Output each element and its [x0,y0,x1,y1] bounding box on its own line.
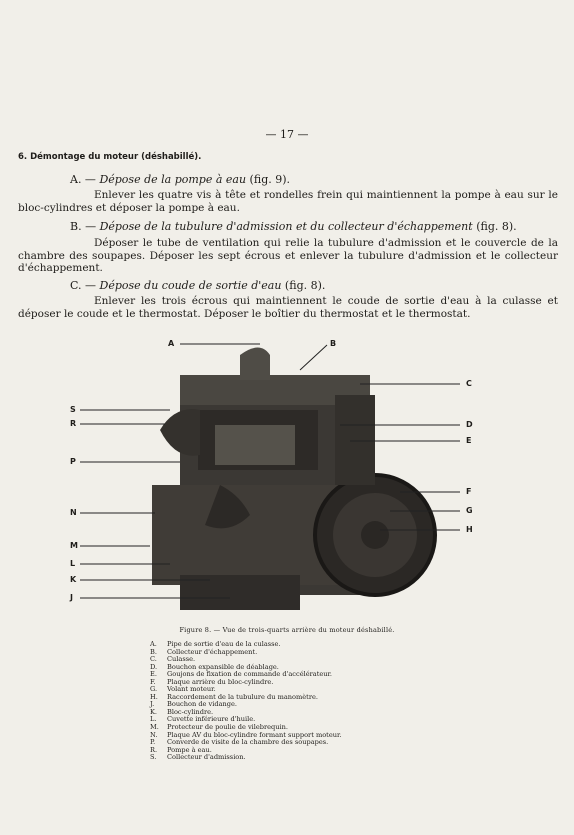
callout-l: L [70,559,76,568]
page-number: — 17 — [265,128,309,141]
callout-c: C [466,379,472,388]
subsection-a-prefix: A. — [70,173,100,186]
legend-letter: B. [150,647,157,656]
legend-text: Plaque AV du bloc-cylindre formant support moteur. [167,730,342,739]
legend-letter: P. [150,738,156,747]
legend-text: Pipe de sortie d'eau de la culasse. [167,640,281,648]
legend-letter: M. [150,723,159,732]
legend-text: Bloc-cylindre. [167,707,214,716]
callout-j: J [70,593,73,602]
callout-n: N [70,508,77,517]
legend-text: Protecteur de poulie de vilebrequin. [167,723,288,732]
subsection-c-body: Enlever les trois écrous qui maintiennent le coude de sortie d'eau à la culasse et déposer le coude et le thermostat. Déposer le boîtier du thermostat et le thermostat. [18,295,558,320]
legend-letter: A. [150,640,157,648]
callout-f: F [466,487,472,496]
callout-a: A [168,339,175,348]
subsection-c-title: Dépose du coude de sortie d'eau [99,279,282,292]
legend-text: Pompe à eau. [167,745,212,754]
legend-letter: L. [150,715,157,724]
legend-text: Bouchon expansible de déablage. [167,662,279,671]
legend-letter: C. [150,655,157,664]
legend-letter: K. [150,707,158,716]
callout-s: S [70,405,76,414]
legend-letter: R. [150,745,158,754]
subsection-c-ref: (fig. 8). [281,279,326,292]
legend-letter: J. [150,700,155,709]
callout-h: H [466,525,473,534]
callout-b: B [330,339,337,348]
figure-caption: Figure 8. — Vue de trois-quarts arrière du moteur déshabillé. [179,626,395,634]
callout-r: R [70,419,77,428]
legend-letter: H. [150,692,158,701]
subsection-b-ref: (fig. 8). [472,220,517,233]
legend-letter: E. [150,670,157,679]
legend-text: Cuvette inférieure d'huile. [167,715,256,724]
subsection-b-prefix: B. — [70,220,100,233]
callout-m: M [70,541,78,550]
callout-p: P [70,457,76,466]
callout-k: K [70,575,77,584]
legend-letter: F. [150,677,156,686]
legend-text: Collecteur d'admission. [167,753,246,762]
legend-text: Goujons de fixation de commande d'accélérateur. [167,670,333,679]
legend-letter: G. [150,685,158,694]
legend-text: Converde de visite de la chambre des soupapes. [167,738,329,747]
callout-e: E [466,436,472,445]
legend-letter: S. [150,753,157,762]
legend-text: Collecteur d'échappement. [167,647,258,656]
subsection-b-title: Dépose de la tubulure d'admission et du collecteur d'échappement [99,220,473,233]
legend-text: Volant moteur. [167,685,216,694]
subsection-a-title: Dépose de la pompe à eau [99,173,247,186]
subsection-a-body: Enlever les quatre vis à tête et rondelles frein qui maintiennent la pompe à eau sur le bloc-cylindres et déposer la pompe à eau. [18,189,558,214]
legend-letter: N. [150,730,158,739]
legend-text: Culasse. [167,655,196,664]
legend-item [150,754,342,762]
legend-text: Plaque arrière du bloc-cylindre. [167,677,274,686]
legend-text: Raccordement de la tubulure du manomètre. [167,692,318,701]
figure-legend [150,641,342,762]
callout-g: G [466,506,473,515]
legend-letter: D. [150,662,158,671]
callout-d: D [466,420,473,429]
subsection-b-body: Déposer le tube de ventilation qui relie la tubulure d'admission et le couvercle de la chambre des soupapes. Déposer les sept écrous et enlever la tubulure d'admission et le collecteur d'échappement. [18,237,558,274]
subsection-c-prefix: C. — [70,279,100,292]
subsection-a-ref: (fig. 9). [246,173,291,186]
section-heading: 6. Démontage du moteur (déshabillé). [18,152,202,162]
legend-text: Bouchon de vidange. [167,700,237,709]
